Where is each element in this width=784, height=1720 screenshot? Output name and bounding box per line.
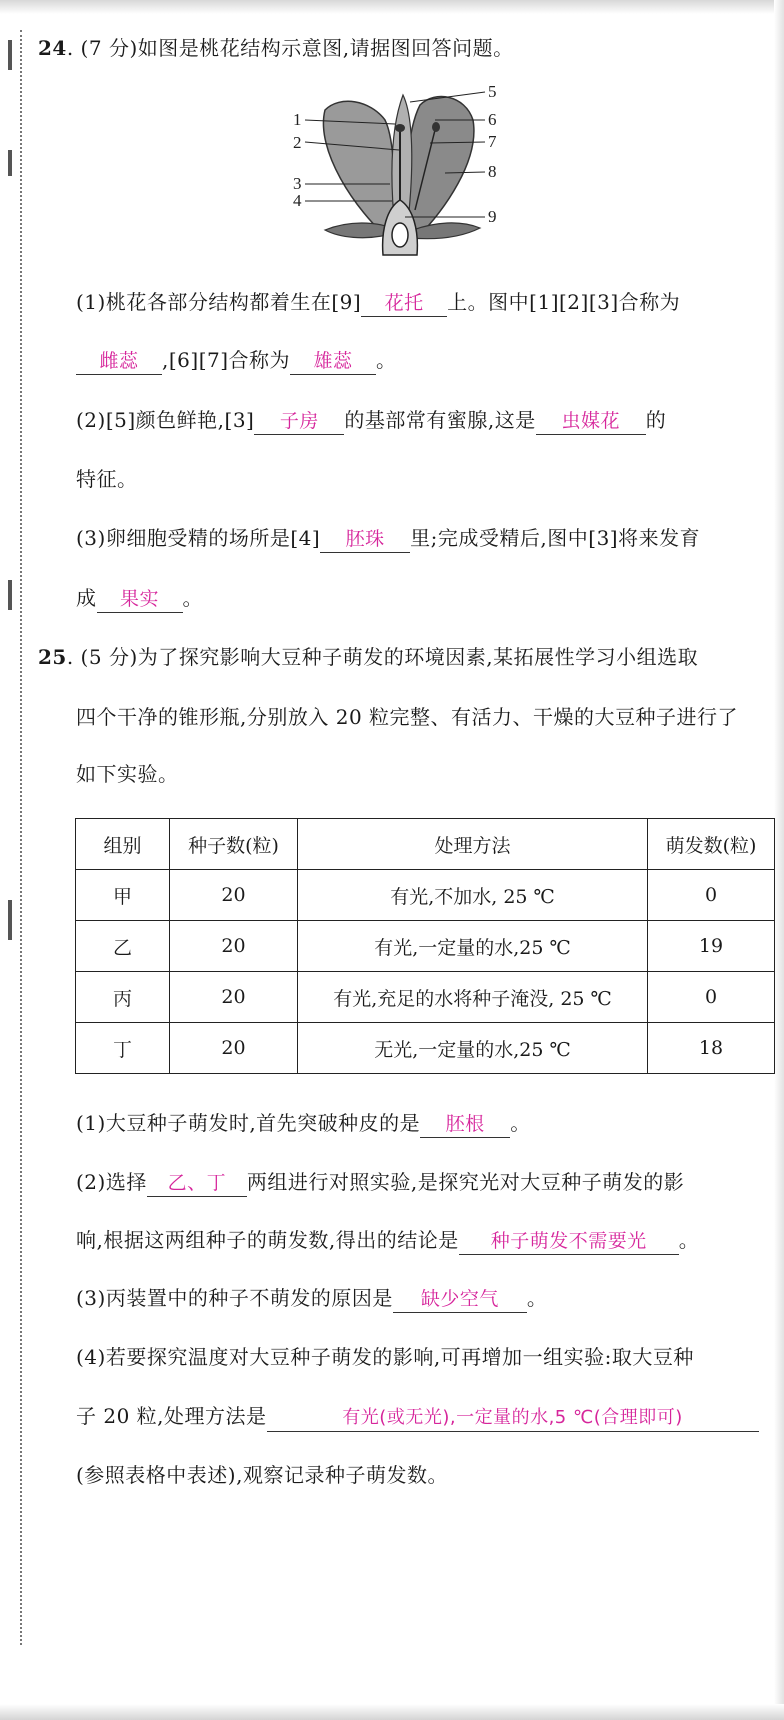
text: 响,根据这两组种子的萌发数,得出的结论是 bbox=[76, 1228, 459, 1252]
table-cell: 甲 bbox=[76, 870, 170, 921]
table-cell: 18 bbox=[648, 1023, 775, 1074]
answer-blank: 虫媒花 bbox=[536, 408, 646, 435]
table-cell: 20 bbox=[170, 870, 298, 921]
answer-blank: 子房 bbox=[254, 408, 344, 435]
answer-blank: 雄蕊 bbox=[290, 348, 376, 375]
table-row bbox=[76, 1023, 775, 1074]
margin-mark bbox=[8, 150, 12, 176]
page-top-shadow bbox=[0, 0, 784, 14]
answer-blank: 胚珠 bbox=[320, 526, 410, 553]
text: (4)若要探究温度对大豆种子萌发的影响,可再增加一组实验:取大豆种 bbox=[76, 1345, 694, 1369]
text: 。 bbox=[376, 348, 397, 372]
table-cell: 0 bbox=[648, 870, 775, 921]
q24-part1-line2 bbox=[76, 346, 776, 375]
label-5: 5 bbox=[488, 82, 497, 101]
anther bbox=[432, 122, 440, 132]
peach-flower-diagram bbox=[293, 82, 555, 260]
label-6: 6 bbox=[488, 110, 497, 129]
text: (参照表格中表述),观察记录种子萌发数。 bbox=[76, 1463, 448, 1487]
table-cell: 有光,充足的水将种子淹没, 25 ℃ bbox=[298, 972, 648, 1023]
text: (2)选择 bbox=[76, 1170, 147, 1194]
q25-stem-line1 bbox=[38, 643, 738, 671]
text: (2)[5]颜色鲜艳,[3] bbox=[76, 408, 255, 432]
table-cell: 19 bbox=[648, 921, 775, 972]
answer-blank: 果实 bbox=[97, 586, 183, 613]
q25-stem-line2 bbox=[76, 703, 776, 731]
page-bottom-shadow bbox=[0, 1704, 784, 1720]
text: . (5 分)为了探究影响大豆种子萌发的环境因素,某拓展性学习小组选取 bbox=[66, 645, 699, 669]
text: 。 bbox=[182, 586, 203, 610]
table-row bbox=[76, 921, 775, 972]
text: 的 bbox=[645, 408, 667, 432]
q25-stem-line3 bbox=[76, 760, 776, 788]
q25-part2-line1 bbox=[76, 1168, 776, 1197]
answer-blank: 缺少空气 bbox=[393, 1286, 527, 1313]
text: 成 bbox=[76, 586, 97, 610]
answer-blank: 雌蕊 bbox=[76, 348, 162, 375]
text: ,[6][7]合称为 bbox=[162, 348, 291, 372]
table-cell: 丙 bbox=[76, 972, 170, 1023]
right-petal bbox=[405, 97, 474, 240]
table-row bbox=[76, 870, 775, 921]
q24-part2-line1 bbox=[76, 406, 776, 435]
header-cell: 种子数(粒) bbox=[170, 819, 298, 870]
margin-mark bbox=[8, 580, 12, 610]
q24-part3-line2 bbox=[76, 584, 776, 613]
header-cell: 萌发数(粒) bbox=[648, 819, 775, 870]
text: 。 bbox=[678, 1228, 700, 1252]
text: (1)大豆种子萌发时,首先突破种皮的是 bbox=[76, 1111, 421, 1135]
margin-mark bbox=[8, 40, 12, 70]
answer-blank: 乙、丁 bbox=[147, 1170, 247, 1197]
label-2: 2 bbox=[293, 133, 302, 152]
label-3: 3 bbox=[293, 174, 302, 193]
table-cell: 无光,一定量的水,25 ℃ bbox=[298, 1023, 648, 1074]
table-cell: 丁 bbox=[76, 1023, 170, 1074]
margin-mark bbox=[8, 900, 12, 940]
q24-part2-line2 bbox=[76, 465, 776, 493]
text: 的基部常有蜜腺,这是 bbox=[344, 408, 536, 432]
table-header-row bbox=[76, 819, 775, 870]
q25-part2-line2 bbox=[76, 1226, 776, 1255]
header-cell: 处理方法 bbox=[298, 819, 648, 870]
text: 。 bbox=[510, 1111, 531, 1135]
text: 子 20 粒,处理方法是 bbox=[76, 1404, 267, 1428]
q25-number: 25 bbox=[38, 645, 67, 669]
text: 。 bbox=[526, 1286, 548, 1310]
experiment-table bbox=[75, 818, 775, 1074]
text: (1)桃花各部分结构都着生在[9] bbox=[76, 290, 362, 314]
label-9: 9 bbox=[488, 207, 497, 226]
q25-part4-line3 bbox=[76, 1461, 776, 1489]
stigma bbox=[395, 124, 405, 132]
answer-blank: 种子萌发不需要光 bbox=[459, 1228, 679, 1255]
answer-blank: 有光(或无光),一定量的水,5 ℃(合理即可) bbox=[267, 1405, 759, 1432]
q24-stem bbox=[38, 34, 738, 62]
answer-blank: 花托 bbox=[361, 290, 447, 317]
text: 四个干净的锥形瓶,分别放入 20 粒完整、有活力、干燥的大豆种子进行了 bbox=[76, 705, 739, 729]
ovule bbox=[392, 223, 408, 247]
q25-part3 bbox=[76, 1284, 776, 1313]
answer-blank: 胚根 bbox=[420, 1111, 510, 1138]
header-cell: 组别 bbox=[76, 819, 170, 870]
label-4: 4 bbox=[293, 191, 302, 210]
text: 上。图中[1][2][3]合称为 bbox=[447, 290, 681, 314]
table-cell: 0 bbox=[648, 972, 775, 1023]
table-cell: 乙 bbox=[76, 921, 170, 972]
table-cell: 20 bbox=[170, 972, 298, 1023]
table-cell: 20 bbox=[170, 1023, 298, 1074]
label-8: 8 bbox=[488, 162, 497, 181]
label-1: 1 bbox=[293, 110, 302, 129]
q25-part4-line2 bbox=[76, 1402, 776, 1432]
table-cell: 有光,一定量的水,25 ℃ bbox=[298, 921, 648, 972]
q24-part1-line1 bbox=[76, 288, 776, 317]
q24-part3-line1 bbox=[76, 524, 776, 553]
q25-part4-line1 bbox=[76, 1343, 776, 1371]
q24-number: 24 bbox=[38, 36, 67, 60]
table-cell: 有光,不加水, 25 ℃ bbox=[298, 870, 648, 921]
text: (3)卵细胞受精的场所是[4] bbox=[76, 526, 321, 550]
text: 两组进行对照实验,是探究光对大豆种子萌发的影 bbox=[246, 1170, 685, 1194]
binding-margin-line bbox=[20, 30, 22, 1645]
q24-stem-text: . (7 分)如图是桃花结构示意图,请据图回答问题。 bbox=[66, 36, 514, 60]
text: 里;完成受精后,图中[3]将来发育 bbox=[410, 526, 701, 550]
text: 特征。 bbox=[76, 467, 138, 491]
label-7: 7 bbox=[488, 132, 497, 151]
q25-part1 bbox=[76, 1109, 776, 1138]
table-row bbox=[76, 972, 775, 1023]
text: (3)丙装置中的种子不萌发的原因是 bbox=[76, 1286, 393, 1310]
text: 如下实验。 bbox=[76, 762, 179, 786]
table-cell: 20 bbox=[170, 921, 298, 972]
